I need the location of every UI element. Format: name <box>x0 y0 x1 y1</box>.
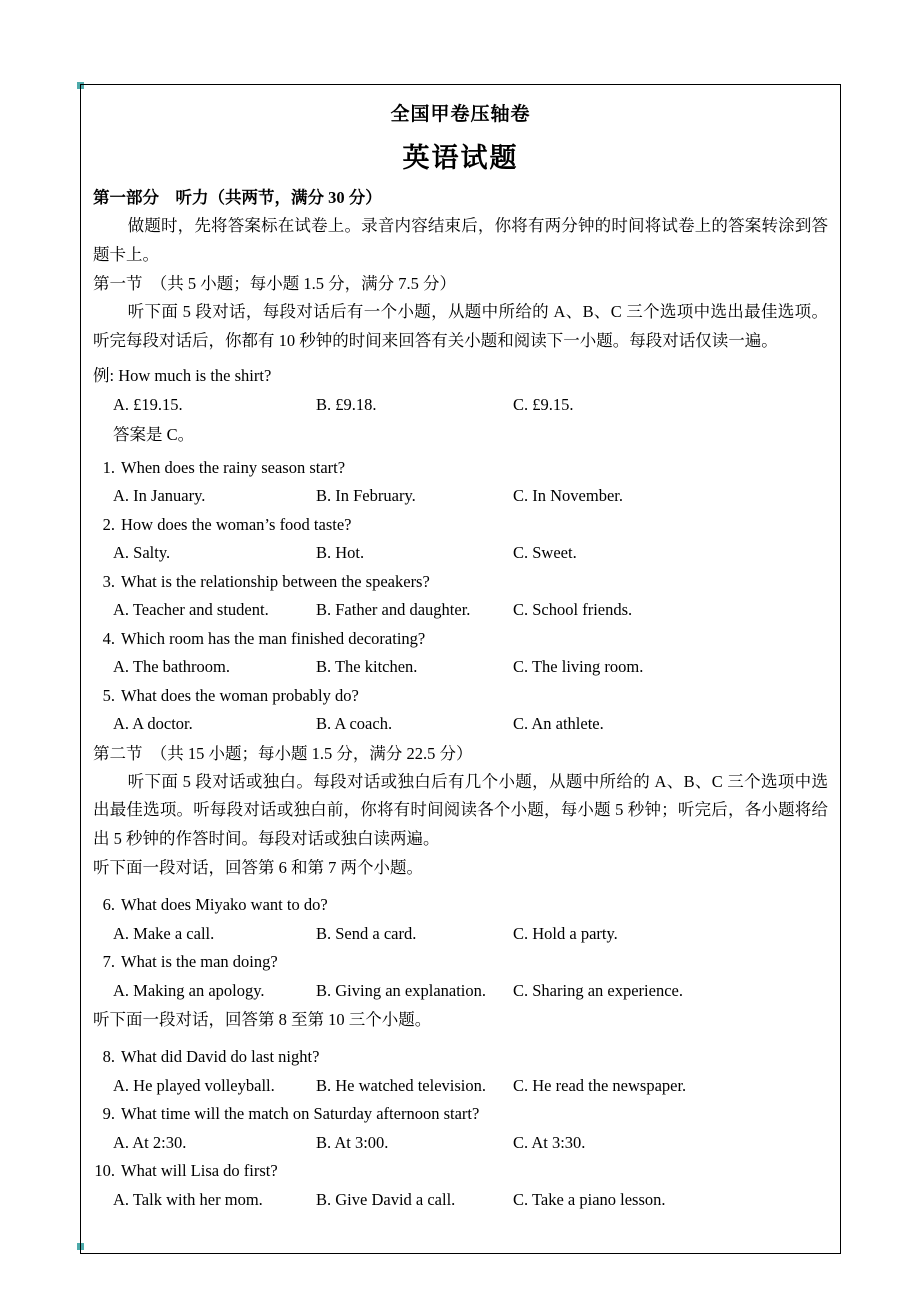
question-text: When does the rainy season start? <box>121 457 346 477</box>
option-a: A. A doctor. <box>113 714 193 733</box>
option-c: C. School friends. <box>513 600 633 619</box>
question-10-text <box>93 1157 828 1186</box>
option-a: A. Make a call. <box>113 923 215 943</box>
option-c: C. In November. <box>513 486 623 505</box>
question-text: What time will the match on Saturday afternoon start? <box>121 1104 480 1123</box>
question-text: How does the woman’s food taste? <box>121 514 352 534</box>
example-question: 例: How much is the shirt? <box>93 366 272 385</box>
question-8-options <box>93 1072 828 1101</box>
question-number: 2. <box>102 514 115 534</box>
option-a: A. Salty. <box>113 543 171 562</box>
option-b: B. Hot. <box>316 543 365 562</box>
question-number: 9. <box>102 1104 115 1123</box>
example-option-c: C. £9.15. <box>513 395 574 414</box>
question-3 <box>93 568 828 625</box>
question-text: What did David do last night? <box>121 1047 320 1066</box>
question-10-options <box>93 1186 828 1215</box>
question-9-options <box>93 1129 828 1158</box>
option-c: C. Take a piano lesson. <box>513 1189 666 1209</box>
option-c: C. Sharing an experience. <box>513 980 683 1000</box>
question-5-text <box>93 682 828 711</box>
question-2-options <box>93 539 828 568</box>
question-6 <box>93 891 828 948</box>
part1-note: 做题时，先将答案标在试卷上。录音内容结束后，你将有两分钟的时间将试卷上的答案转涂到答题卡上。 <box>93 216 828 264</box>
dialog-6-7-note: 听下面一段对话，回答第 6 和第 7 两个小题。 <box>93 858 423 877</box>
example-answer: 答案是 C。 <box>113 424 195 444</box>
option-b: B. Give David a call. <box>316 1189 456 1209</box>
question-8 <box>93 1043 828 1100</box>
option-a: A. The bathroom. <box>113 657 231 676</box>
question-7-text <box>93 948 828 977</box>
question-1-text <box>93 454 828 483</box>
question-5 <box>93 682 828 739</box>
question-number: 1. <box>102 457 115 477</box>
question-text: What does Miyako want to do? <box>121 895 328 914</box>
question-text: What is the relationship between the speakers? <box>121 571 430 591</box>
question-8-text <box>93 1043 828 1072</box>
question-text: Which room has the man finished decorating? <box>121 628 426 648</box>
option-b: B. At 3:00. <box>316 1132 389 1152</box>
option-a: A. Talk with her mom. <box>113 1189 263 1209</box>
example-option-a: A. £19.15. <box>113 395 183 414</box>
example-option-b: B. £9.18. <box>316 395 377 414</box>
option-c: C. The living room. <box>513 657 644 676</box>
option-b: B. Giving an explanation. <box>316 980 487 1000</box>
section2-heading: 第二节 （共 15 小题；每小题 1.5 分，满分 22.5 分） <box>93 743 473 763</box>
exam-sheet <box>80 84 841 1254</box>
option-b: B. In February. <box>316 486 416 505</box>
question-6-text <box>93 891 828 920</box>
option-c: C. An athlete. <box>513 714 604 733</box>
question-2-text <box>93 511 828 540</box>
question-4-options <box>93 653 828 682</box>
question-number: 3. <box>102 571 115 591</box>
question-4-text <box>93 625 828 654</box>
option-c: C. At 3:30. <box>513 1132 586 1152</box>
question-number: 7. <box>102 952 115 971</box>
question-text: What is the man doing? <box>121 952 278 971</box>
question-7-options <box>93 977 828 1006</box>
question-9 <box>93 1100 828 1157</box>
option-b: B. Send a card. <box>316 923 417 943</box>
question-number: 10. <box>94 1161 115 1180</box>
question-5-options <box>93 710 828 739</box>
paper-subtitle: 英语试题 <box>402 143 519 173</box>
option-c: C. Hold a party. <box>513 923 618 943</box>
option-b: B. The kitchen. <box>316 657 418 676</box>
example-options <box>93 391 828 420</box>
question-number: 8. <box>102 1047 115 1066</box>
option-c: C. Sweet. <box>513 543 577 562</box>
option-b: B. A coach. <box>316 714 393 733</box>
question-4 <box>93 625 828 682</box>
question-number: 4. <box>102 628 115 648</box>
question-9-text <box>93 1100 828 1129</box>
question-text: What does the woman probably do? <box>121 685 359 705</box>
question-1-options <box>93 482 828 511</box>
part1-heading: 第一部分 听力（共两节，满分 30 分） <box>93 188 382 207</box>
question-3-options <box>93 596 828 625</box>
question-6-options <box>93 920 828 949</box>
dialog-8-10-note: 听下面一段对话，回答第 8 至第 10 三个小题。 <box>93 1010 432 1029</box>
paper-title: 全国甲卷压轴卷 <box>390 104 531 125</box>
section1-note: 听下面 5 段对话，每段对话后有一个小题，从题中所给的 A、B、C 三个选项中选出最佳选项。听完每段对话后，你都有 10 秒钟的时间来回答有关小题和阅读下一小题。每段对话仅读一遍。 <box>93 302 828 350</box>
option-b: B. He watched television. <box>316 1075 486 1095</box>
section2-note: 听下面 5 段对话或独白。每段对话或独白后有几个小题，从题中所给的 A、B、C 三个选项中选出最佳选项。听每段对话或独白前，你将有时间阅读各个小题，每小题 5 秒钟；听完后，各小题将给出 5 秒钟的作答时间。每段对话或独白读两遍。 <box>93 771 829 848</box>
example-block <box>93 361 828 450</box>
section1-heading: 第一节 （共 5 小题；每小题 1.5 分，满分 7.5 分） <box>93 274 456 293</box>
question-2 <box>93 511 828 568</box>
question-3-text <box>93 568 828 597</box>
question-number: 6. <box>102 895 115 914</box>
option-a: A. Making an apology. <box>113 980 265 1000</box>
option-a: A. Teacher and student. <box>113 600 269 619</box>
question-number: 5. <box>102 685 115 705</box>
option-a: A. At 2:30. <box>113 1132 187 1152</box>
option-a: A. In January. <box>113 486 206 505</box>
question-text: What will Lisa do first? <box>121 1161 278 1180</box>
question-1 <box>93 454 828 511</box>
option-c: C. He read the newspaper. <box>513 1075 687 1095</box>
question-7 <box>93 948 828 1005</box>
option-a: A. He played volleyball. <box>113 1075 275 1095</box>
option-b: B. Father and daughter. <box>316 600 471 619</box>
question-10 <box>93 1157 828 1214</box>
